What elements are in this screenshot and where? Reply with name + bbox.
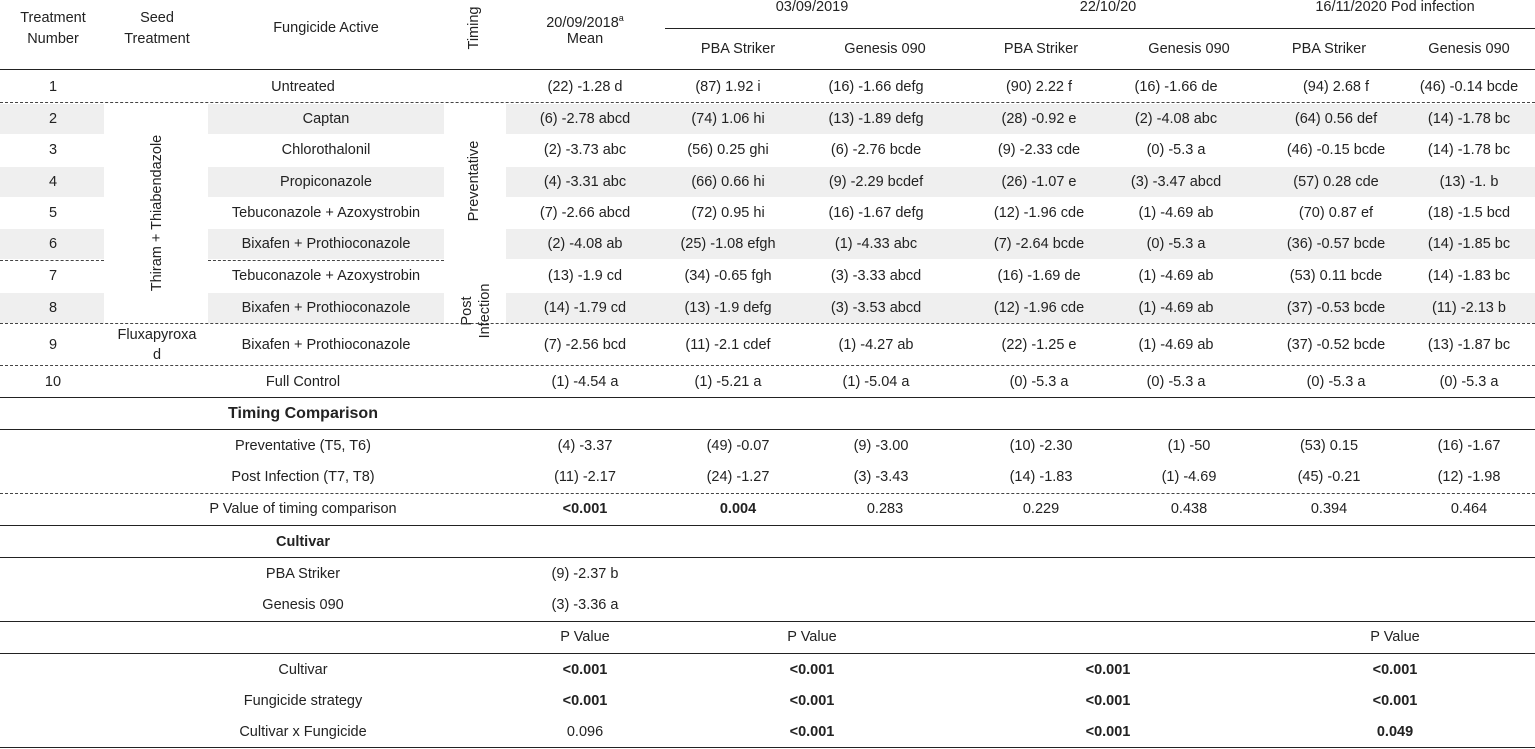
- table-cell: (16) -1.66 de: [1134, 79, 1218, 95]
- timing-preventative-label: Preventative: [466, 140, 482, 222]
- subheader-cultivar-a-1: PBA Striker: [700, 41, 776, 57]
- cultivar-bottom-rule: [0, 621, 1535, 622]
- table-cell: (37) -0.53 bcde: [1286, 300, 1386, 316]
- divider-after-row-1: [0, 102, 1535, 103]
- header-treatment-number-line1: Treatment: [20, 10, 86, 26]
- table-cell: (1) -4.69 ab: [1138, 337, 1214, 353]
- table-cell: (0) -5.3 a: [1146, 142, 1206, 158]
- table-cell: (0) -5.3 a: [1146, 374, 1206, 390]
- pvalue-row-label: Fungicide strategy: [243, 693, 363, 709]
- treatment-number: 7: [48, 268, 58, 284]
- treatment-number: 10: [44, 374, 62, 390]
- table-cell: (37) -0.52 bcde: [1286, 337, 1386, 353]
- pvalue-cell: 0.096: [566, 724, 604, 740]
- pvalue-cell: <0.001: [1372, 693, 1418, 709]
- table-cell: (1) -4.69 ab: [1138, 205, 1214, 221]
- header-mean: Mean: [566, 31, 604, 47]
- table-cell: (0) -5.3 a: [1146, 236, 1206, 252]
- table-cell: (46) -0.14 bcde: [1419, 79, 1519, 95]
- table-cell: (34) -0.65 fgh: [684, 268, 772, 284]
- table-cell: (25) -1.08 efgh: [680, 236, 776, 252]
- table-cell: (0) -5.3 a: [1306, 374, 1366, 390]
- table-cell: (2) -3.73 abc: [543, 142, 627, 158]
- table-cell: (6) -2.76 bcde: [830, 142, 922, 158]
- pvalue-row-label: Cultivar x Fungicide: [239, 724, 367, 740]
- table-cell: (64) 0.56 def: [1294, 111, 1378, 127]
- table-cell: (13) -1.89 defg: [828, 111, 924, 127]
- table-cell: (13) -1.9 defg: [684, 300, 772, 316]
- cultivar-row-a-value: (9) -2.37 b: [551, 566, 619, 582]
- pvalue-header-2018: P Value: [560, 629, 610, 645]
- treatment-number: 4: [48, 174, 58, 190]
- table-cell: (11) -2.1 cdef: [685, 337, 771, 353]
- timing-cell: (9) -3.00: [853, 438, 909, 454]
- divider-after-row-6-left: [0, 260, 104, 261]
- table-cell: (13) -1.9 cd: [547, 268, 623, 284]
- pvalue-cell: <0.001: [789, 724, 835, 740]
- table-cell: (14) -1.83 bc: [1427, 268, 1511, 284]
- table-cell: (3) -3.33 abcd: [830, 268, 922, 284]
- table-cell: (1) -4.69 ab: [1138, 268, 1214, 284]
- table-cell: (7) -2.56 bcd: [543, 337, 627, 353]
- timing-cell: (10) -2.30: [1009, 438, 1073, 454]
- table-cell: (7) -2.66 abcd: [539, 205, 631, 221]
- table-cell: (16) -1.69 de: [997, 268, 1081, 284]
- seed-thiram-label: Thiram + Thiabendazole: [149, 134, 165, 292]
- subheader-cultivar-a-3: PBA Striker: [1291, 41, 1367, 57]
- cultivar-row-b-label: Genesis 090: [262, 597, 344, 613]
- pvalue-header-rule: [0, 653, 1535, 654]
- header-timing: Timing: [466, 6, 482, 50]
- table-cell: (3) -3.53 abcd: [830, 300, 922, 316]
- header-bottom-rule: [0, 69, 1535, 70]
- timing-cell: (16) -1.67: [1437, 438, 1501, 454]
- table-cell: (13) -1.87 bc: [1427, 337, 1511, 353]
- pvalue-cell: <0.001: [789, 662, 835, 678]
- subheader-cultivar-b-3: Genesis 090: [1428, 41, 1510, 57]
- fungicide-active: Propiconazole: [280, 174, 372, 190]
- header-fungicide-active: Fungicide Active: [273, 20, 379, 36]
- fungicide-active: Tebuconazole + Azoxystrobin: [231, 205, 421, 221]
- table-cell: (14) -1.78 bc: [1427, 111, 1511, 127]
- table-cell: (2) -4.08 abc: [1134, 111, 1218, 127]
- cultivar-rule: [0, 557, 1535, 558]
- timing-cell: (53) 0.15: [1299, 438, 1359, 454]
- timing-pvalue-label: P Value of timing comparison: [209, 501, 397, 517]
- treatment-number: 3: [48, 142, 58, 158]
- fungicide-active: Tebuconazole + Azoxystrobin: [231, 268, 421, 284]
- table-cell: (36) -0.57 bcde: [1286, 236, 1386, 252]
- fungicide-active: Chlorothalonil: [281, 142, 371, 158]
- table-cell: (1) -4.33 abc: [834, 236, 918, 252]
- timing-pvalue-cell: 0.229: [1022, 501, 1060, 517]
- pvalue-cell: <0.001: [562, 693, 608, 709]
- timing-cell: (45) -0.21: [1297, 469, 1361, 485]
- timing-row-label: Post Infection (T7, T8): [231, 469, 375, 485]
- cultivar-title: Cultivar: [276, 534, 330, 550]
- pvalue-cell: <0.001: [1085, 724, 1131, 740]
- timing-cell: (1) -50: [1167, 438, 1211, 454]
- fungicide-active: Full Control: [265, 374, 341, 390]
- timing-cell: (11) -2.17: [554, 469, 616, 485]
- table-cell: (2) -4.08 ab: [547, 236, 623, 252]
- pvalue-cell: <0.001: [1085, 662, 1131, 678]
- pvalue-cell: <0.001: [562, 662, 608, 678]
- treatment-number: 1: [48, 79, 58, 95]
- seed-fluxa-line1: Fluxapyroxa: [117, 327, 197, 343]
- pvalue-header-2019: P Value: [787, 629, 837, 645]
- timing-pvalue-divider: [0, 493, 1535, 494]
- table-cell: (9) -2.29 bcdef: [828, 174, 924, 190]
- table-cell: (90) 2.22 f: [1005, 79, 1073, 95]
- subheader-cultivar-b-2: Genesis 090: [1148, 41, 1230, 57]
- timing-cell: (14) -1.83: [1009, 469, 1073, 485]
- table-cell: (1) -5.21 a: [694, 374, 762, 390]
- timing-pvalue-cell: 0.004: [719, 501, 757, 517]
- timing-row-label: Preventative (T5, T6): [235, 438, 371, 454]
- pvalue-cell: <0.001: [1085, 693, 1131, 709]
- seed-fluxa-line2: d: [152, 347, 162, 363]
- table-cell: (14) -1.79 cd: [543, 300, 627, 316]
- table-cell: (22) -1.28 d: [547, 79, 623, 95]
- timing-pvalue-cell: 0.394: [1310, 501, 1348, 517]
- treatment-number: 5: [48, 205, 58, 221]
- header-seed-treatment-line2: Treatment: [124, 31, 190, 47]
- fungicide-active: Captan: [302, 111, 350, 127]
- header-date-2019: 03/09/2019: [775, 0, 849, 15]
- timing-cell: (1) -4.69: [1161, 469, 1217, 485]
- table-cell: (56) 0.25 ghi: [687, 142, 769, 158]
- timing-pvalue-cell: 0.464: [1450, 501, 1488, 517]
- timing-cell: (12) -1.98: [1437, 469, 1501, 485]
- table-cell: (0) -5.3 a: [1009, 374, 1069, 390]
- table-cell: (70) 0.87 ef: [1298, 205, 1374, 221]
- fungicide-active: Bixafen + Prothioconazole: [241, 337, 411, 353]
- timing-cell: (49) -0.07: [706, 438, 770, 454]
- subheader-cultivar-a-2: PBA Striker: [1003, 41, 1079, 57]
- cultivar-row-a-label: PBA Striker: [265, 566, 341, 582]
- table-cell: (57) 0.28 cde: [1293, 174, 1379, 190]
- header-date-oct-2020: 22/10/20: [1079, 0, 1137, 15]
- timing-pvalue-cell: 0.438: [1170, 501, 1208, 517]
- timing-comparison-rule: [0, 429, 1535, 430]
- table-cell: (7) -2.64 bcde: [993, 236, 1085, 252]
- pvalue-cell: 0.049: [1376, 724, 1414, 740]
- fungicide-active: Bixafen + Prothioconazole: [241, 236, 411, 252]
- table-cell: (16) -1.66 defg: [828, 79, 924, 95]
- table-cell: (18) -1.5 bcd: [1427, 205, 1511, 221]
- treatment-number: 9: [48, 337, 58, 353]
- timing-post-infection-label: Post Infection: [459, 283, 493, 339]
- timing-pvalue-cell: 0.283: [866, 501, 904, 517]
- pvalue-cell: <0.001: [789, 693, 835, 709]
- table-cell: (0) -5.3 a: [1439, 374, 1499, 390]
- header-subdivider: [665, 28, 1535, 29]
- table-cell: (6) -2.78 abcd: [539, 111, 631, 127]
- header-treatment-number-line2: Number: [27, 31, 79, 47]
- table-cell: (53) 0.11 bcde: [1289, 268, 1383, 284]
- table-cell: (14) -1.78 bc: [1427, 142, 1511, 158]
- table-cell: (16) -1.67 defg: [828, 205, 924, 221]
- divider-after-row-6-mid: [208, 260, 444, 261]
- table-cell: (1) -4.54 a: [551, 374, 619, 390]
- table-cell: (4) -3.31 abc: [543, 174, 627, 190]
- table-cell: (26) -1.07 e: [1001, 174, 1077, 190]
- table-cell: (1) -4.69 ab: [1138, 300, 1214, 316]
- divider-after-row-9: [0, 365, 1535, 366]
- table-cell: (22) -1.25 e: [1001, 337, 1077, 353]
- table-cell: (94) 2.68 f: [1302, 79, 1370, 95]
- timing-pvalue-cell: <0.001: [562, 501, 608, 517]
- fungicide-active: Bixafen + Prothioconazole: [241, 300, 411, 316]
- timing-pvalue-rule: [0, 525, 1535, 526]
- divider-after-row-8: [0, 323, 1535, 324]
- table-cell: (66) 0.66 hi: [691, 174, 765, 190]
- table-cell: (12) -1.96 cde: [993, 300, 1085, 316]
- table-cell: (9) -2.33 cde: [997, 142, 1081, 158]
- timing-cell: (3) -3.43: [853, 469, 909, 485]
- table-cell: (11) -2.13 b: [1432, 300, 1506, 316]
- header-seed-treatment-line1: Seed: [140, 10, 174, 26]
- cultivar-row-b-value: (3) -3.36 a: [551, 597, 619, 613]
- treatment-number: 8: [48, 300, 58, 316]
- table-bottom-rule: [0, 747, 1535, 748]
- table-cell: (14) -1.85 bc: [1427, 236, 1511, 252]
- header-date-2018: 20/09/2018$^a$: [546, 13, 624, 31]
- pvalue-row-label: Cultivar: [278, 662, 328, 678]
- table-cell: (12) -1.96 cde: [993, 205, 1085, 221]
- table-cell: (87) 1.92 i: [695, 79, 761, 95]
- timing-comparison-title: Timing Comparison: [228, 405, 378, 422]
- table-cell: (74) 1.06 hi: [691, 111, 765, 127]
- table-cell: (1) -4.27 ab: [838, 337, 914, 353]
- pvalue-cell: <0.001: [1372, 662, 1418, 678]
- fungicide-active: Untreated: [271, 79, 335, 95]
- pvalue-header-nov-2020: P Value: [1370, 629, 1420, 645]
- table-cell: (3) -3.47 abcd: [1130, 174, 1222, 190]
- table-cell: (1) -5.04 a: [842, 374, 910, 390]
- timing-cell: (24) -1.27: [706, 469, 770, 485]
- header-date-nov-2020: 16/11/2020 Pod infection: [1315, 0, 1475, 15]
- table-cell: (28) -0.92 e: [1001, 111, 1077, 127]
- timing-cell: (4) -3.37: [557, 438, 613, 454]
- table-cell: (13) -1. b: [1439, 174, 1499, 190]
- treatment-number: 2: [48, 111, 58, 127]
- table-cell: (72) 0.95 hi: [691, 205, 765, 221]
- treatment-number: 6: [48, 236, 58, 252]
- table-cell: (46) -0.15 bcde: [1286, 142, 1386, 158]
- divider-after-row-10: [0, 397, 1535, 398]
- subheader-cultivar-b-1: Genesis 090: [844, 41, 926, 57]
